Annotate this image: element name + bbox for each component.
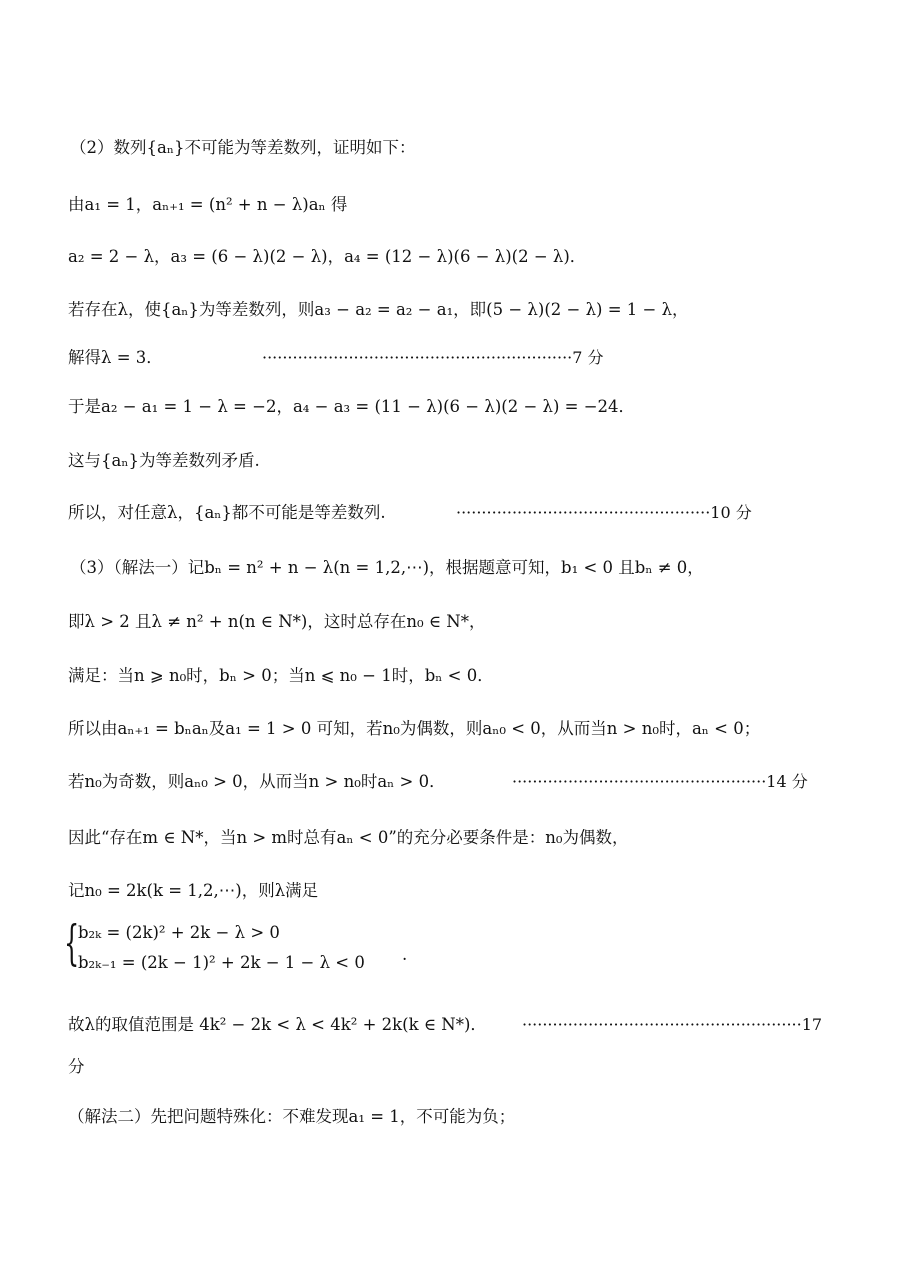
score-7: ·····························································7 分: [262, 348, 604, 367]
line-16: 故λ的取值范围是 4k² − 2k < λ < 4k² + 2k(k ∈ N*)．: [68, 1015, 487, 1034]
score-10: ··················································10 分: [456, 503, 752, 522]
line-7: 这与{aₙ}为等差数列矛盾.: [68, 451, 260, 470]
line-15: 记n₀ = 2k(k = 1,2,⋯)，则λ满足: [68, 881, 319, 900]
line-13: 若n₀为奇数，则aₙ₀ > 0，从而当n > n₀时aₙ > 0．: [68, 772, 446, 791]
line-3: a₂ = 2 − λ，a₃ = (6 − λ)(2 − λ)，a₄ = (12 − λ)(6 − λ)(2 − λ)．: [68, 247, 587, 266]
line-1: （2）数列{aₙ}不可能为等差数列，证明如下：: [70, 138, 416, 157]
line-4: 若存在λ，使{aₙ}为等差数列，则a₃ − a₂ = a₂ − a₁，即(5 − λ)(2 − λ) = 1 − λ，: [68, 300, 689, 319]
line-8: 所以，对任意λ，{aₙ}都不可能是等差数列.: [68, 503, 386, 522]
line-11: 满足：当n ⩾ n₀时，bₙ > 0；当n ⩽ n₀ − 1时，bₙ < 0．: [68, 666, 494, 685]
line-9: （3）（解法一）记bₙ = n² + n − λ(n = 1,2,⋯)，根据题意可知，b₁ < 0 且bₙ ≠ 0，: [70, 558, 704, 577]
line-5: 解得λ = 3．: [68, 348, 163, 367]
line-14: 因此“存在m ∈ N*，当n > m时总有aₙ < 0”的充分必要条件是：n₀为偶数，: [68, 828, 629, 847]
line-18: （解法二）先把问题特殊化：不难发现a₁ = 1，不可能为负；: [68, 1107, 516, 1126]
system-end: .: [402, 945, 408, 964]
system-eq-2: b₂ₖ₋₁ = (2k − 1)² + 2k − 1 − λ < 0: [78, 953, 365, 972]
system-eq-1: b₂ₖ = (2k)² + 2k − λ > 0: [78, 923, 280, 942]
score-17: ·······················································17: [522, 1015, 823, 1034]
line-12: 所以由aₙ₊₁ = bₙaₙ及a₁ = 1 > 0 可知，若n₀为偶数，则aₙ₀ < 0，从而当n > n₀时，aₙ < 0；: [68, 719, 761, 738]
line-10: 即λ > 2 且λ ≠ n² + n(n ∈ N*)，这时总存在n₀ ∈ N*，: [68, 612, 486, 631]
score-14: ··················································14 分: [512, 772, 808, 791]
left-brace: {: [64, 915, 80, 971]
line-2: 由a₁ = 1，aₙ₊₁ = (n² + n − λ)aₙ 得: [68, 195, 348, 214]
line-6: 于是a₂ − a₁ = 1 − λ = −2，a₄ − a₃ = (11 − λ)(6 − λ)(2 − λ) = −24．: [68, 397, 636, 416]
line-17: 分: [68, 1057, 85, 1076]
